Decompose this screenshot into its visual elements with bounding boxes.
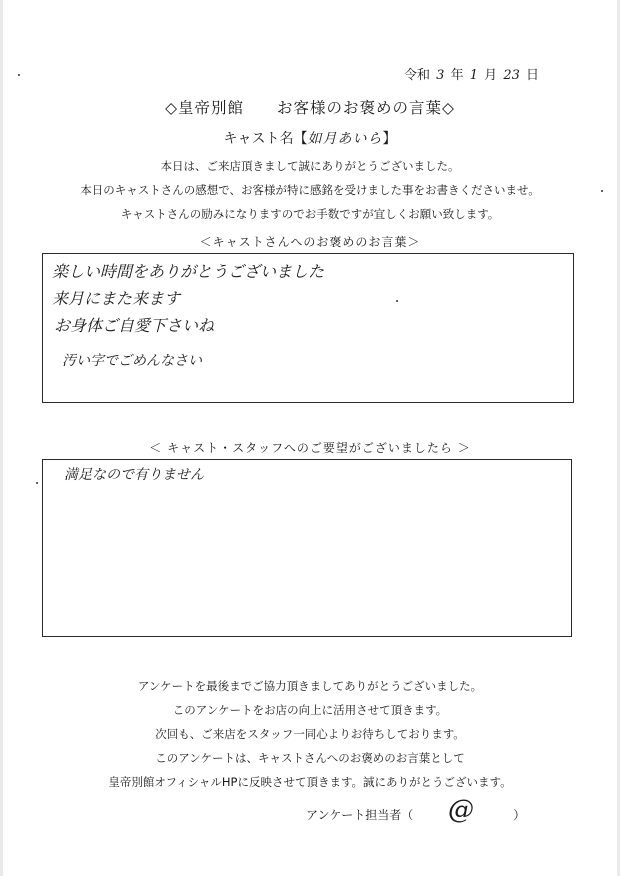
date-month-unit: 月 bbox=[484, 68, 498, 83]
outro-line: このアンケートは、キャストさんへのお褒めのお言葉として bbox=[155, 751, 465, 765]
request-section-heading: ＜ キャスト・スタッフへのご要望がございましたら ＞ bbox=[149, 441, 471, 455]
date-year-unit: 年 bbox=[450, 68, 464, 83]
date-era: 令和 bbox=[404, 68, 431, 83]
scan-speck bbox=[601, 190, 603, 192]
date-day-unit: 日 bbox=[526, 68, 540, 83]
scan-speck bbox=[18, 74, 20, 76]
staff-label: アンケート担当者（ bbox=[306, 808, 414, 822]
cast-name: 如月あいら bbox=[307, 131, 383, 147]
staff-close: ） bbox=[513, 808, 526, 822]
cast-label-suffix: 】 bbox=[382, 131, 397, 147]
scan-speck bbox=[396, 300, 398, 302]
request-box bbox=[42, 459, 572, 637]
date-line bbox=[404, 64, 539, 83]
praise-handwritten-line: 楽しい時間をありがとうございました bbox=[52, 262, 325, 281]
date-year-value: 3 bbox=[436, 68, 445, 83]
request-handwritten-line: 満足なので有りません bbox=[64, 467, 204, 483]
intro-line: 本日は、ご来店頂きまして誠にありがとうございました。 bbox=[160, 159, 460, 173]
outro-line: 皇帝別館オフィシャルHPに反映させて頂きます。誠にありがとうございます。 bbox=[108, 775, 512, 789]
cast-name-line bbox=[0, 128, 620, 148]
praise-handwritten-line: 来月にまた来ます bbox=[52, 289, 181, 308]
praise-section-heading: ＜キャストさんへのお褒めのお言葉＞ bbox=[199, 235, 421, 249]
cast-label-prefix: キャスト名【 bbox=[223, 131, 308, 147]
date-day-value: 23 bbox=[503, 68, 520, 83]
outro-line: アンケートを最後までご協力頂きましてありがとうございました。 bbox=[137, 679, 483, 693]
intro-line: 本日のキャストさんの感想で、お客様が特に感銘を受けました事をお書きくださいませ。 bbox=[80, 183, 540, 197]
outro-line: 次回も、ご来店をスタッフ一同心よりお待ちしております。 bbox=[155, 727, 465, 741]
survey-staff-line bbox=[306, 806, 525, 823]
outro-line: このアンケートをお店の向上に活用させて頂きます。 bbox=[172, 703, 448, 717]
staff-handwritten-mark: @ bbox=[448, 795, 474, 825]
scan-speck bbox=[36, 482, 38, 484]
praise-handwritten-line: お身体ご自愛下さいね bbox=[54, 316, 215, 335]
date-month-value: 1 bbox=[469, 68, 479, 83]
praise-handwritten-line: 汚い字でごめんなさい bbox=[62, 353, 202, 369]
page-title: ◇皇帝別館 お客様のお褒めの言葉◇ bbox=[165, 99, 455, 117]
intro-line: キャストさんの励みになりますのでお手数ですが宜しくお願い致します。 bbox=[120, 207, 500, 221]
